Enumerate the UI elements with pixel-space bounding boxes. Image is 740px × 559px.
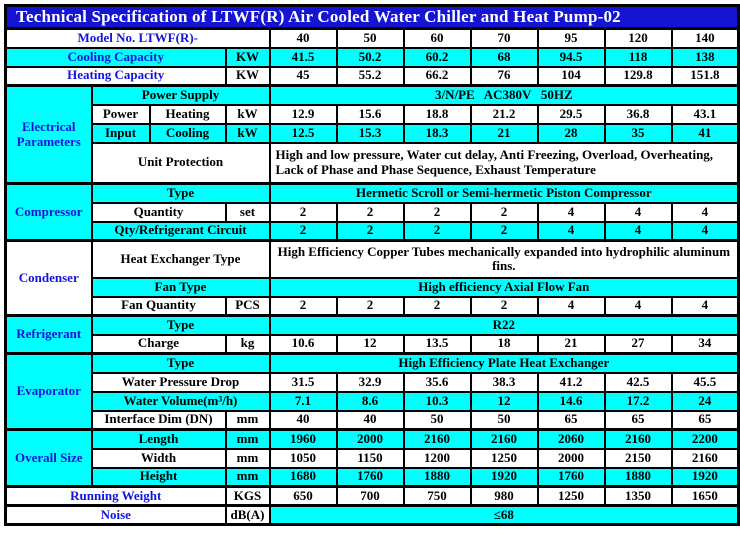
unit-cell: KGS (226, 487, 270, 506)
value-cell: 1880 (404, 468, 471, 487)
unit-cell: mm (226, 468, 270, 487)
value-cell: 2160 (605, 430, 672, 449)
value-cell: 2150 (605, 449, 672, 468)
noise-label: Noise (6, 506, 226, 525)
compressor-type-label: Type (92, 184, 270, 203)
power-supply-value: 3/N/PE AC380V 50HZ (270, 86, 739, 105)
heat-exchanger-type-value: High Efficiency Copper Tubes mechanically expanded into hydrophilic aluminum fins. (270, 241, 739, 278)
table-title: Technical Specification of LTWF(R) Air Cooled Water Chiller and Heat Pump-02 (6, 6, 739, 29)
value-cell: 980 (471, 487, 538, 506)
evaporator-type-value: High Efficiency Plate Heat Exchanger (270, 354, 739, 373)
charge-label: Charge (92, 335, 226, 354)
value-cell: 4 (672, 203, 739, 222)
length-label: Length (92, 430, 226, 449)
unit-cell: set (226, 203, 270, 222)
unit-cell: mm (226, 430, 270, 449)
value-cell: 41.2 (538, 373, 605, 392)
value-cell: 2 (471, 203, 538, 222)
value-cell: 700 (337, 487, 404, 506)
value-cell: 65 (672, 411, 739, 430)
value-cell: 2160 (672, 449, 739, 468)
unit-cell: dB(A) (226, 506, 270, 525)
value-cell: 2060 (538, 430, 605, 449)
noise-value: ≤68 (270, 506, 739, 525)
section-label-electrical: Electrical Parameters (6, 86, 92, 184)
value-cell: 4 (672, 297, 739, 316)
refrigerant-type-value: R22 (270, 316, 739, 335)
model-value: 40 (270, 29, 337, 48)
unit-cell: kg (226, 335, 270, 354)
model-value: 140 (672, 29, 739, 48)
interface-dim-label: Interface Dim (DN) (92, 411, 226, 430)
model-value: 60 (404, 29, 471, 48)
value-cell: 21 (471, 124, 538, 143)
model-value: 95 (538, 29, 605, 48)
value-cell: 15.6 (337, 105, 404, 124)
water-volume-label: Water Volume(m³/h) (92, 392, 270, 411)
value-cell: 118 (605, 48, 672, 67)
running-weight-label: Running Weight (6, 487, 226, 506)
fan-type-label: Fan Type (92, 278, 270, 297)
value-cell: 38.3 (471, 373, 538, 392)
value-cell: 65 (605, 411, 672, 430)
refrigerant-type-label: Type (92, 316, 270, 335)
value-cell: 12.5 (270, 124, 337, 143)
section-label-condenser: Condenser (6, 241, 92, 316)
unit-cell: KW (226, 67, 270, 86)
value-cell: 4 (605, 222, 672, 241)
value-cell: 1960 (270, 430, 337, 449)
value-cell: 4 (538, 203, 605, 222)
value-cell: 2 (337, 222, 404, 241)
section-label-refrigerant: Refrigerant (6, 316, 92, 354)
value-cell: 18.8 (404, 105, 471, 124)
value-cell: 1880 (605, 468, 672, 487)
value-cell: 40 (337, 411, 404, 430)
value-cell: 60.2 (404, 48, 471, 67)
value-cell: 2 (471, 297, 538, 316)
value-cell: 65 (538, 411, 605, 430)
water-pressure-drop-label: Water Pressure Drop (92, 373, 270, 392)
value-cell: 8.6 (337, 392, 404, 411)
value-cell: 50.2 (337, 48, 404, 67)
value-cell: 28 (538, 124, 605, 143)
value-cell: 36.8 (605, 105, 672, 124)
value-cell: 42.5 (605, 373, 672, 392)
value-cell: 1760 (538, 468, 605, 487)
fan-quantity-label: Fan Quantity (92, 297, 226, 316)
value-cell: 4 (605, 297, 672, 316)
value-cell: 1050 (270, 449, 337, 468)
unit-cell: PCS (226, 297, 270, 316)
value-cell: 45 (270, 67, 337, 86)
width-label: Width (92, 449, 226, 468)
value-cell: 2000 (538, 449, 605, 468)
evaporator-type-label: Type (92, 354, 270, 373)
value-cell: 21.2 (471, 105, 538, 124)
value-cell: 50 (404, 411, 471, 430)
value-cell: 10.3 (404, 392, 471, 411)
model-value: 120 (605, 29, 672, 48)
value-cell: 1920 (672, 468, 739, 487)
value-cell: 2 (337, 297, 404, 316)
section-label-evaporator: Evaporator (6, 354, 92, 430)
value-cell: 41.5 (270, 48, 337, 67)
value-cell: 1680 (270, 468, 337, 487)
value-cell: 4 (538, 297, 605, 316)
power-input-label-top: Power (92, 105, 150, 124)
value-cell: 1150 (337, 449, 404, 468)
cooling-input-label: Cooling (150, 124, 226, 143)
value-cell: 17.2 (605, 392, 672, 411)
value-cell: 12.9 (270, 105, 337, 124)
power-input-label-bottom: Input (92, 124, 150, 143)
power-supply-label: Power Supply (92, 86, 270, 105)
value-cell: 138 (672, 48, 739, 67)
value-cell: 2 (337, 203, 404, 222)
value-cell: 2160 (404, 430, 471, 449)
value-cell: 68 (471, 48, 538, 67)
value-cell: 94.5 (538, 48, 605, 67)
value-cell: 15.3 (337, 124, 404, 143)
value-cell: 13.5 (404, 335, 471, 354)
value-cell: 27 (605, 335, 672, 354)
value-cell: 55.2 (337, 67, 404, 86)
unit-cell: KW (226, 48, 270, 67)
section-label-overall-size: Overall Size (6, 430, 92, 487)
unit-protection-label: Unit Protection (92, 143, 270, 184)
value-cell: 1250 (471, 449, 538, 468)
fan-type-value: High efficiency Axial Flow Fan (270, 278, 739, 297)
value-cell: 35 (605, 124, 672, 143)
value-cell: 2 (471, 222, 538, 241)
spec-table (4, 4, 740, 526)
value-cell: 29.5 (538, 105, 605, 124)
value-cell: 1200 (404, 449, 471, 468)
value-cell: 2 (270, 203, 337, 222)
value-cell: 4 (605, 203, 672, 222)
value-cell: 2 (404, 203, 471, 222)
value-cell: 1760 (337, 468, 404, 487)
heat-exchanger-type-label: Heat Exchanger Type (92, 241, 270, 278)
value-cell: 66.2 (404, 67, 471, 86)
section-label-compressor: Compressor (6, 184, 92, 241)
value-cell: 12 (471, 392, 538, 411)
value-cell: 2000 (337, 430, 404, 449)
value-cell: 21 (538, 335, 605, 354)
value-cell: 2200 (672, 430, 739, 449)
value-cell: 41 (672, 124, 739, 143)
value-cell: 12 (337, 335, 404, 354)
value-cell: 4 (672, 222, 739, 241)
value-cell: 1250 (538, 487, 605, 506)
value-cell: 40 (270, 411, 337, 430)
value-cell: 2 (404, 297, 471, 316)
qty-per-circuit-label: Qty/Refrigerant Circuit (92, 222, 270, 241)
value-cell: 31.5 (270, 373, 337, 392)
value-cell: 34 (672, 335, 739, 354)
value-cell: 14.6 (538, 392, 605, 411)
value-cell: 18 (471, 335, 538, 354)
compressor-quantity-label: Quantity (92, 203, 226, 222)
value-cell: 50 (471, 411, 538, 430)
model-value: 70 (471, 29, 538, 48)
value-cell: 2 (270, 222, 337, 241)
value-cell: 2160 (471, 430, 538, 449)
heating-input-label: Heating (150, 105, 226, 124)
value-cell: 18.3 (404, 124, 471, 143)
value-cell: 1650 (672, 487, 739, 506)
value-cell: 1920 (471, 468, 538, 487)
value-cell: 1350 (605, 487, 672, 506)
unit-cell: kW (226, 105, 270, 124)
height-label: Height (92, 468, 226, 487)
compressor-type-value: Hermetic Scroll or Semi-hermetic Piston Compressor (270, 184, 739, 203)
value-cell: 129.8 (605, 67, 672, 86)
model-value: 50 (337, 29, 404, 48)
value-cell: 76 (471, 67, 538, 86)
unit-cell: kW (226, 124, 270, 143)
unit-protection-text: High and low pressure, Water cut delay, Anti Freezing, Overload, Overheating, Lack of Phase and Phase Sequence, Exhaust Temperature (270, 143, 739, 184)
value-cell: 750 (404, 487, 471, 506)
value-cell: 2 (404, 222, 471, 241)
value-cell: 4 (538, 222, 605, 241)
value-cell: 104 (538, 67, 605, 86)
value-cell: 7.1 (270, 392, 337, 411)
unit-cell: mm (226, 449, 270, 468)
heating-capacity-label: Heating Capacity (6, 67, 226, 86)
value-cell: 43.1 (672, 105, 739, 124)
value-cell: 151.8 (672, 67, 739, 86)
value-cell: 45.5 (672, 373, 739, 392)
value-cell: 650 (270, 487, 337, 506)
value-cell: 32.9 (337, 373, 404, 392)
value-cell: 24 (672, 392, 739, 411)
value-cell: 10.6 (270, 335, 337, 354)
value-cell: 35.6 (404, 373, 471, 392)
value-cell: 2 (270, 297, 337, 316)
unit-cell: mm (226, 411, 270, 430)
cooling-capacity-label: Cooling Capacity (6, 48, 226, 67)
model-label: Model No. LTWF(R)- (6, 29, 270, 48)
